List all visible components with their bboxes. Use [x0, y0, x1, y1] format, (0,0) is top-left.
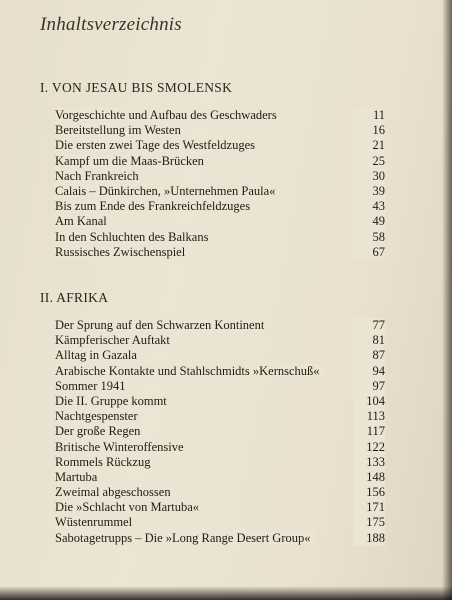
toc-entry-title: Zweimal abgeschossen: [55, 485, 175, 499]
toc-entry-page: 16: [353, 123, 385, 138]
toc-entry-page: 117: [353, 424, 385, 439]
toc-entry-title: Die »Schlacht von Martuba«: [55, 500, 203, 514]
toc-entry-page: 30: [353, 169, 385, 184]
toc-entry-page: 171: [353, 500, 385, 515]
toc-entry-page: 133: [353, 455, 385, 470]
toc-entry[interactable]: [55, 123, 385, 138]
toc-entry-page: 87: [353, 348, 385, 363]
toc-entry[interactable]: [55, 364, 385, 379]
toc-entry-title: Kämpferischer Auftakt: [55, 333, 174, 347]
toc-entry-title: Arabische Kontakte und Stahlschmidts »Kernschuß«: [55, 364, 324, 378]
toc-entry-page: 21: [353, 138, 385, 153]
toc-entry-page: 58: [353, 230, 385, 245]
toc-entry-title: Bis zum Ende des Frankreichfeldzuges: [55, 199, 254, 213]
toc-entry-title: Kampf um die Maas-Brücken: [55, 154, 208, 168]
toc-entry-title: Der große Regen: [55, 424, 144, 438]
toc-entry-title: Vorgeschichte und Aufbau des Geschwaders: [55, 108, 281, 122]
toc-entry[interactable]: [55, 184, 385, 199]
toc-entry-title: Calais – Dünkirchen, »Unternehmen Paula«: [55, 184, 279, 198]
toc-entry[interactable]: [55, 138, 385, 153]
toc-entry-title: Russisches Zwischenspiel: [55, 245, 189, 259]
toc-entry-title: Alltag in Gazala: [55, 348, 141, 362]
toc-entry[interactable]: [55, 333, 385, 348]
toc-entry-title: Der Sprung auf den Schwarzen Kontinent: [55, 318, 268, 332]
toc-entry-page: 156: [353, 485, 385, 500]
page-title: Inhaltsverzeichnis: [40, 14, 182, 35]
page-edge-shadow: [442, 0, 452, 600]
toc-entry-title: Sommer 1941: [55, 379, 129, 393]
toc-list-section-2: [55, 318, 385, 546]
page-bottom-shadow: [0, 586, 452, 600]
toc-entry[interactable]: [55, 500, 385, 515]
toc-entry-title: Britische Winteroffensive: [55, 440, 188, 454]
toc-entry[interactable]: [55, 318, 385, 333]
toc-entry[interactable]: [55, 485, 385, 500]
toc-entry-page: 39: [353, 184, 385, 199]
toc-entry-page: 77: [353, 318, 385, 333]
toc-entry-title: Am Kanal: [55, 214, 111, 228]
toc-entry-page: 67: [353, 245, 385, 260]
toc-entry-title: Bereitstellung im Westen: [55, 123, 185, 137]
toc-entry-page: 94: [353, 364, 385, 379]
toc-entry-title: Nachtgespenster: [55, 409, 142, 423]
toc-entry[interactable]: [55, 154, 385, 169]
toc-entry[interactable]: [55, 199, 385, 214]
toc-entry-title: Sabotagetrupps – Die »Long Range Desert Group«: [55, 531, 315, 545]
toc-entry-page: 104: [353, 394, 385, 409]
toc-entry[interactable]: [55, 230, 385, 245]
toc-entry[interactable]: [55, 108, 385, 123]
toc-entry[interactable]: [55, 515, 385, 530]
section-heading-2: II. AFRIKA: [40, 290, 109, 305]
toc-entry[interactable]: [55, 379, 385, 394]
toc-entry[interactable]: [55, 531, 385, 546]
toc-entry[interactable]: [55, 424, 385, 439]
toc-entry-page: 113: [353, 409, 385, 424]
toc-entry-page: 188: [353, 531, 385, 546]
toc-entry-title: In den Schluchten des Balkans: [55, 230, 212, 244]
toc-entry-page: 43: [353, 199, 385, 214]
toc-entry[interactable]: [55, 214, 385, 229]
toc-entry[interactable]: [55, 409, 385, 424]
toc-entry[interactable]: [55, 245, 385, 260]
toc-entry-page: 148: [353, 470, 385, 485]
toc-entry-page: 11: [353, 108, 385, 123]
section-heading-1: I. VON JESAU BIS SMOLENSK: [40, 80, 233, 95]
toc-entry-title: Die ersten zwei Tage des Westfeldzuges: [55, 138, 259, 152]
toc-entry-page: 25: [353, 154, 385, 169]
toc-entry-page: 175: [353, 515, 385, 530]
toc-entry[interactable]: [55, 394, 385, 409]
toc-entry-title: Martuba: [55, 470, 101, 484]
toc-entry-title: Rommels Rückzug: [55, 455, 154, 469]
toc-entry-page: 49: [353, 214, 385, 229]
toc-entry[interactable]: [55, 455, 385, 470]
toc-entry[interactable]: [55, 169, 385, 184]
toc-entry[interactable]: [55, 440, 385, 455]
toc-list-section-1: [55, 108, 385, 260]
toc-entry-title: Die II. Gruppe kommt: [55, 394, 171, 408]
toc-entry-page: 122: [353, 440, 385, 455]
toc-entry[interactable]: [55, 470, 385, 485]
toc-entry-title: Wüstenrummel: [55, 515, 136, 529]
toc-entry-title: Nach Frankreich: [55, 169, 143, 183]
toc-entry[interactable]: [55, 348, 385, 363]
toc-entry-page: 81: [353, 333, 385, 348]
toc-entry-page: 97: [353, 379, 385, 394]
